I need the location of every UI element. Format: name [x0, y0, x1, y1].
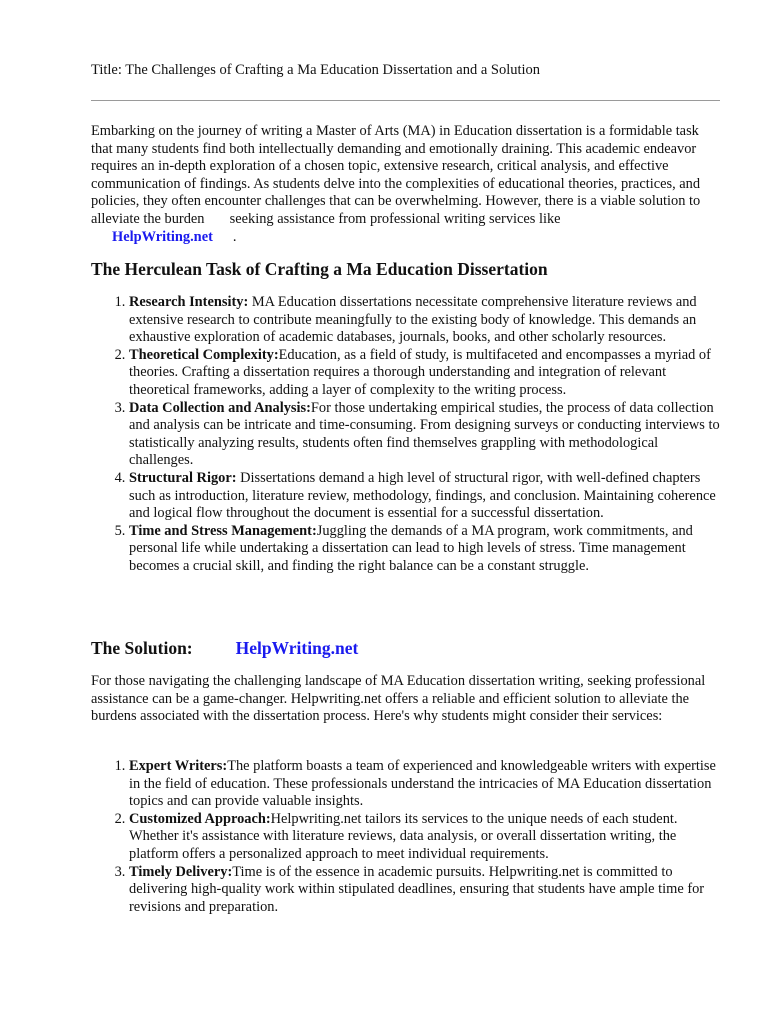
challenges-list	[91, 294, 723, 576]
item-text: Time is of the essence in academic pursuits. Helpwriting.net is committed to delivering high-quality work within stipulated deadlines, ensuring that students have ample time for revisions and preparation.	[129, 863, 705, 915]
solution-helpwriting-link[interactable]: HelpWriting.net	[235, 638, 359, 658]
intro-paragraph	[91, 123, 723, 246]
list-item	[129, 294, 723, 347]
section-heading-solution	[91, 638, 358, 659]
item-text: Juggling the demands of a MA program, work commitments, and personal life while undertaking a dissertation can lead to high levels of stress. Time management becomes a crucial skill, and finding the right balance can be a constant struggle.	[129, 522, 693, 574]
item-term: Time and Stress Management:	[129, 522, 317, 539]
list-item	[129, 758, 723, 811]
intro-connector: seeking assistance from professional writing services like	[229, 210, 561, 227]
item-term: Theoretical Complexity:	[129, 346, 279, 363]
item-text: Education, as a field of study, is multifaceted and encompasses a myriad of theories. Crafting a dissertation requires a thorough understanding and integration of relevant theoretical frameworks, adding a layer of complexity to the writing process.	[129, 346, 711, 398]
item-text: Dissertations demand a high level of structural rigor, with well-defined chapters such as introduction, literature review, methodology, findings, and conclusion. Maintaining coherence and logical flow throughout the document is essential for a successful dissertation.	[129, 469, 716, 522]
intro-end: .	[232, 228, 237, 245]
item-term: Data Collection and Analysis:	[129, 399, 311, 416]
item-term: Structural Rigor:	[129, 469, 237, 486]
item-term: Customized Approach:	[129, 810, 271, 827]
list-item	[129, 470, 723, 523]
solution-paragraph: For those navigating the challenging landscape of MA Education dissertation writing, seeking professional assistance can be a game-changer. Helpwriting.net offers a reliable and efficient solution to alleviate the burdens associated with the dissertation process. Here's why students might consider their services:	[91, 673, 706, 725]
item-text: Helpwriting.net tailors its services to the unique needs of each student. Whether it's assistance with literature reviews, data analysis, or overall dissertation writing, the platform offers a personalized approach to meet individual requirements.	[129, 810, 678, 862]
list-item	[129, 347, 723, 400]
section-heading-herculean-task: The Herculean Task of Crafting a Ma Education Dissertation	[91, 259, 548, 279]
item-text: The platform boasts a team of experienced and knowledgeable writers with expertise in the field of education. These professionals understand the intricacies of MA Education dissertation topics and can provide valuable insights.	[129, 758, 716, 810]
item-term: Timely Delivery:	[129, 863, 233, 880]
item-text: MA Education dissertations necessitate comprehensive literature reviews and extensive research to contribute meaningfully to the existing body of knowledge. This demands an exhaustive exploration of academic databases, journals, books, and other scholarly resources.	[129, 294, 697, 346]
list-item	[129, 400, 723, 470]
item-text: For those undertaking empirical studies, the process of data collection and analysis can be intricate and time-consuming. From designing surveys or conducting interviews to statistically analyzing results, students often find themselves grappling with methodological challenges.	[129, 399, 720, 469]
list-item	[129, 864, 723, 917]
item-term: Expert Writers:	[129, 758, 228, 774]
intro-text: Embarking on the journey of writing a Master of Arts (MA) in Education dissertation is a formidable task that many students find both intellectually demanding and emotionally draining. This academic endeavor requires an in-depth exploration of a chosen topic, extensive research, critical analysis, and effective communication of findings. As students delve into the complexities of educational theories, practices, and policies, they often encounter challenges that can be overwhelming. However, there is a viable solution to alleviate the burden	[91, 123, 701, 227]
item-term: Research Intensity:	[129, 294, 249, 310]
document-title: Title: The Challenges of Crafting a Ma Education Dissertation and a Solution	[91, 62, 541, 78]
list-item	[129, 523, 723, 576]
list-item	[129, 811, 723, 864]
title-divider	[91, 100, 720, 101]
helpwriting-link[interactable]: HelpWriting.net	[112, 228, 213, 245]
benefits-list	[91, 758, 723, 916]
solution-heading-text: The Solution:	[91, 638, 193, 658]
